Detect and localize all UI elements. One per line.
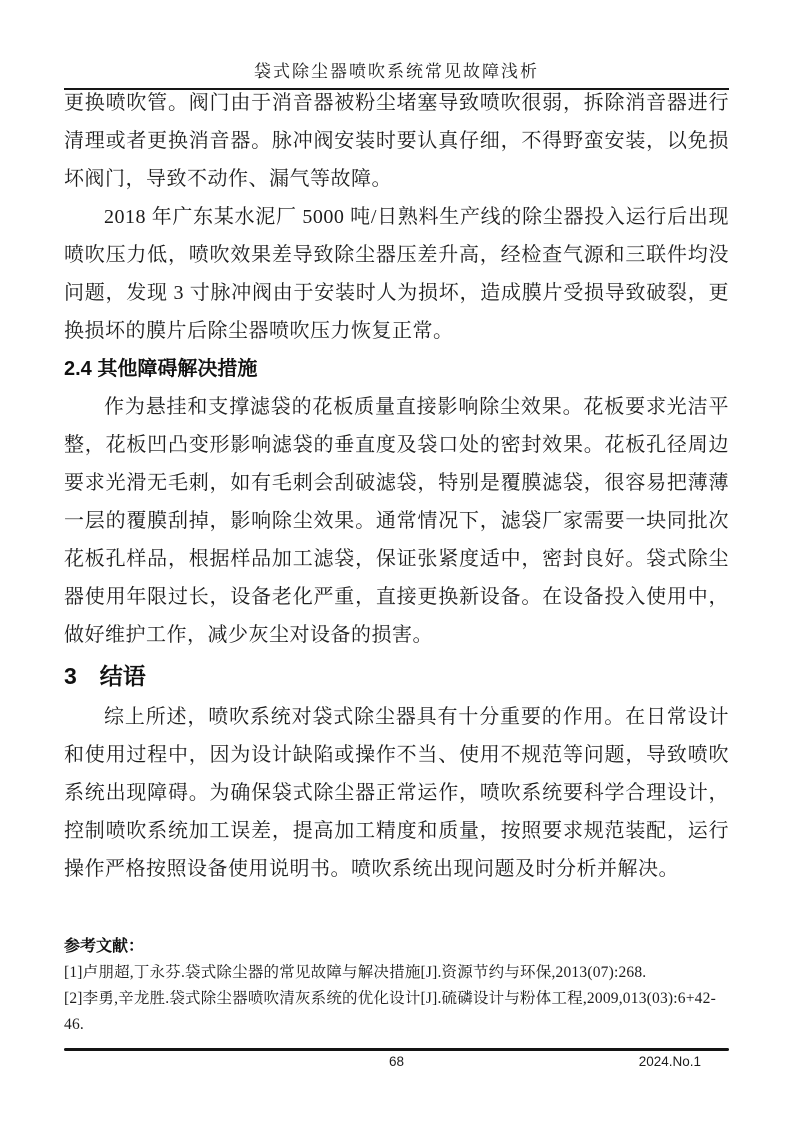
paragraph-tube-sheet-quality: 作为悬挂和支撑滤袋的花板质量直接影响除尘效果。花板要求光洁平整，花板凹凸变形影响滤袋的垂直度及袋口处的密封效果。花板孔径周边要求光滑无毛刺，如有毛刺会刮破滤袋，特别是覆膜滤袋，很容易把薄薄一层的覆膜刮掉，影响除尘效果。通常情况下，滤袋厂家需要一块同批次花板孔样品，根据样品加工滤袋，保证张紧度适中，密封良好。袋式除尘器使用年限过长，设备老化严重，直接更换新设备。在设备投入使用中，做好维护工作，减少灰尘对设备的损害。	[64, 396, 729, 646]
footer-rule	[64, 1048, 729, 1051]
running-head-title: 袋式除尘器喷吹系统常见故障浅析	[254, 62, 539, 81]
paragraph-pulse-valve-maintenance: 更换喷吹管。阀门由于消音器被粉尘堵塞导致喷吹很弱，拆除消音器进行清理或者更换消音器。脉冲阀安装时要认真仔细，不得野蛮安装，以免损坏阀门，导致不动作、漏气等故障。	[64, 92, 729, 190]
issue-label: 2024.No.1	[638, 1054, 701, 1069]
page-number: 68	[388, 1054, 405, 1069]
reference-item-1: [1]卢朋超,丁永芬.袋式除尘器的常见故障与解决措施[J].资源节约与环保,2013(07):268.	[64, 964, 647, 981]
references-section	[64, 934, 729, 1038]
reference-item-2: [2]李勇,辛龙胜.袋式除尘器喷吹清灰系统的优化设计[J].硫磷设计与粉体工程,2009,013(03):6+42-46.	[64, 990, 716, 1033]
article-content	[64, 84, 729, 1038]
section-heading-2-4: 2.4 其他障碍解决措施	[64, 358, 258, 380]
page-header	[64, 0, 729, 90]
references-heading: 参考文献：	[64, 938, 145, 955]
section-heading-3-conclusion: 3 结语	[64, 663, 146, 689]
paragraph-case-study-2018: 2018 年广东某水泥厂 5000 吨/日熟料生产线的除尘器投入运行后出现喷吹压力低，喷吹效果差导致除尘器压差升高，经检查气源和三联件均没问题，发现 3 寸脉冲阀由于安装时人为损坏，造成膜片受损导致破裂，更换损坏的膜片后除尘器喷吹压力恢复正常。	[64, 206, 729, 342]
paragraph-conclusion: 综上所述，喷吹系统对袋式除尘器具有十分重要的作用。在日常设计和使用过程中，因为设计缺陷或操作不当、使用不规范等问题，导致喷吹系统出现障碍。为确保袋式除尘器正常运作，喷吹系统要科学合理设计，控制喷吹系统加工误差，提高加工精度和质量，按照要求规范装配，运行操作严格按照设备使用说明书。喷吹系统出现问题及时分析并解决。	[64, 706, 729, 880]
